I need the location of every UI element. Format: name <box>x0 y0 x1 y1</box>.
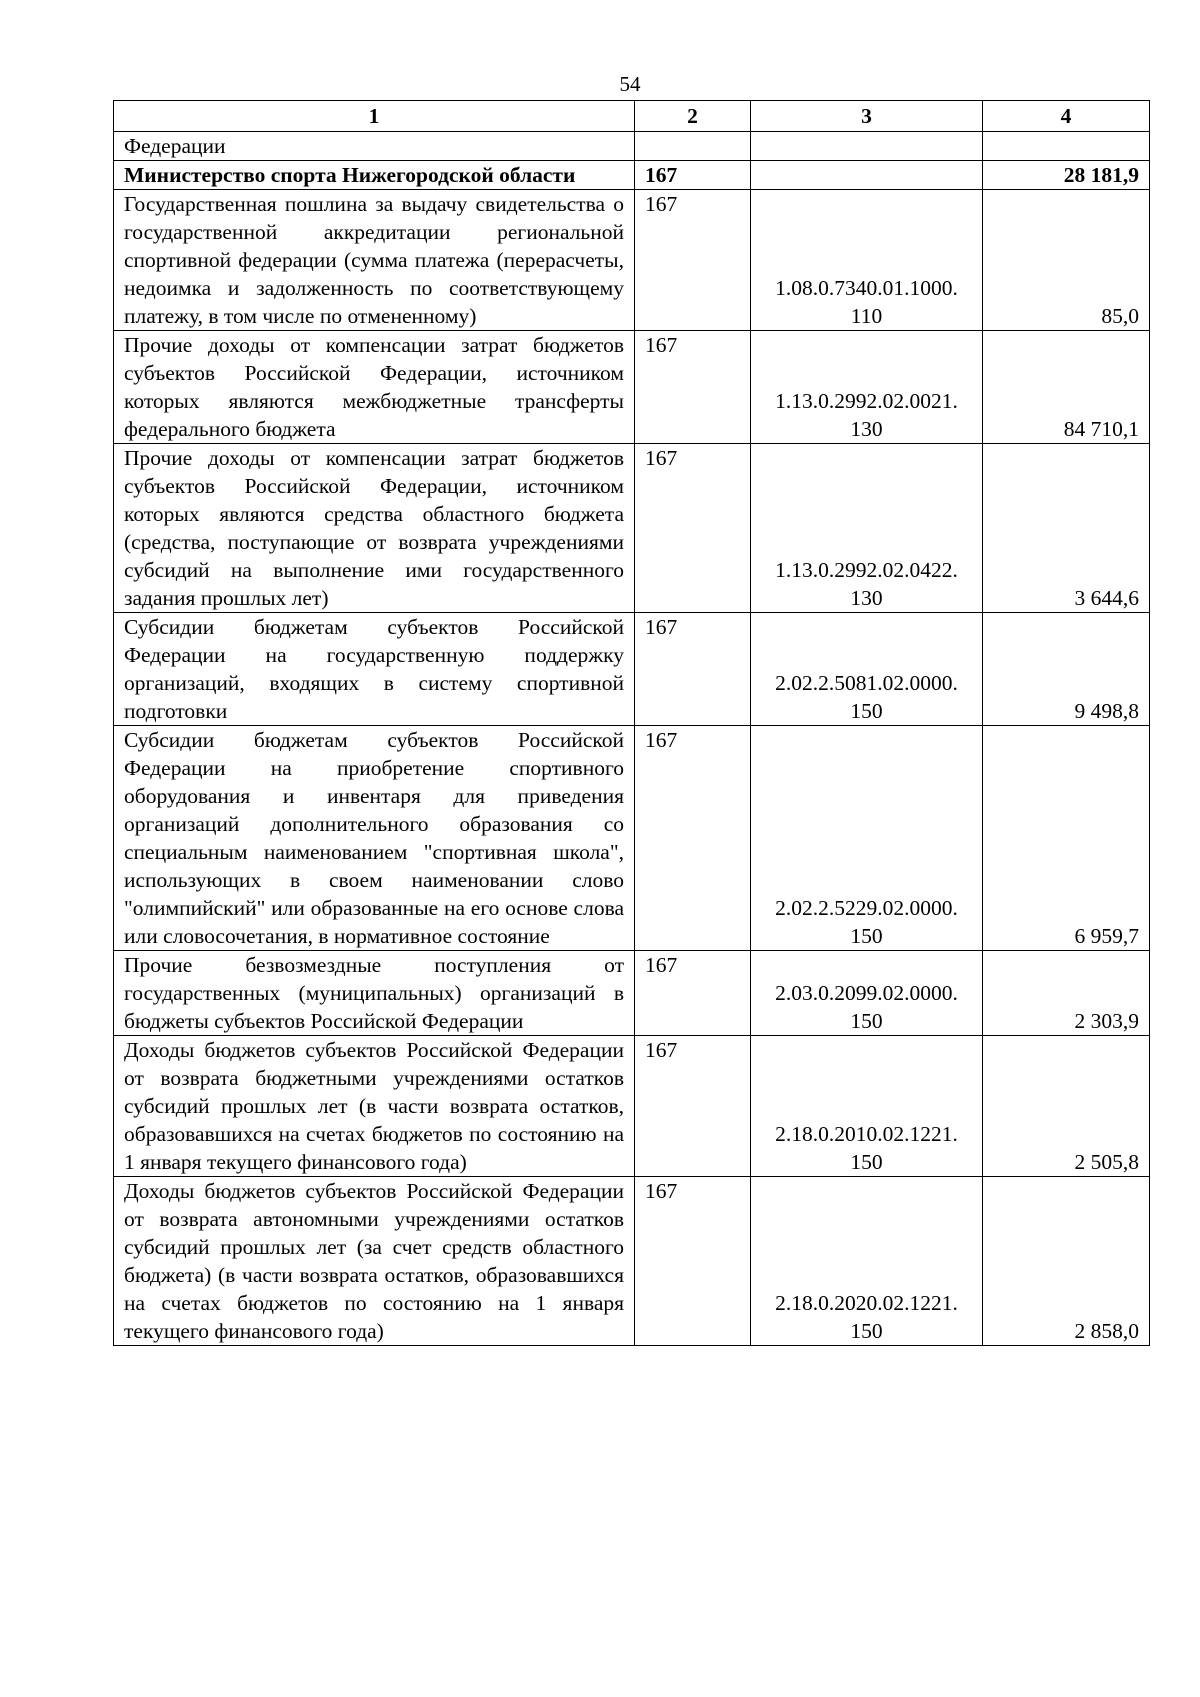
ministry-row <box>114 161 1150 190</box>
table-row <box>114 190 1150 331</box>
continuation-text: Федерации <box>114 132 635 161</box>
amount: 2 858,0 <box>983 1177 1150 1346</box>
ministry-name: Министерство спорта Нижегородской области <box>114 161 635 190</box>
income-name: Субсидии бюджетам субъектов Российской Федерации на приобретение спортивного оборудования и инвентаря для приведения организаций дополнительного образования со специальным наименованием "спортивная школа", использующих в своем наименовании слово "олимпийский" или образованные на его основе слова или словосочетания, в нормативное состояние <box>114 726 635 951</box>
admin-code: 167 <box>635 1036 751 1177</box>
income-name: Государственная пошлина за выдачу свидетельства о государственной аккредитации региональной спортивной федерации (сумма платежа (перерасчеты, недоимка и задолженность по соответствующему платежу, в том числе по отмененному) <box>114 190 635 331</box>
kbk-code: 1.08.0.7340.01.1000. 110 <box>751 190 983 331</box>
amount: 84 710,1 <box>983 331 1150 444</box>
kbk-code: 1.13.0.2992.02.0422. 130 <box>751 444 983 613</box>
header-row <box>114 101 1150 132</box>
admin-code: 167 <box>635 444 751 613</box>
table-row <box>114 331 1150 444</box>
table-row <box>114 1177 1150 1346</box>
table-row <box>114 951 1150 1036</box>
amount: 85,0 <box>983 190 1150 331</box>
amount: 2 505,8 <box>983 1036 1150 1177</box>
admin-code: 167 <box>635 951 751 1036</box>
income-name: Прочие доходы от компенсации затрат бюджетов субъектов Российской Федерации, источником которых являются средства областного бюджета (средства, поступающие от возврата учреждениями субсидий на выполнение ими государственного задания прошлых лет) <box>114 444 635 613</box>
amount: 3 644,6 <box>983 444 1150 613</box>
admin-code: 167 <box>635 190 751 331</box>
kbk-code: 1.13.0.2992.02.0021. 130 <box>751 331 983 444</box>
kbk-code: 2.18.0.2010.02.1221. 150 <box>751 1036 983 1177</box>
column-header-2: 2 <box>635 101 751 132</box>
kbk-code: 2.02.2.5081.02.0000. 150 <box>751 613 983 726</box>
revenue-table <box>113 100 1150 1346</box>
income-name: Доходы бюджетов субъектов Российской Федерации от возврата бюджетными учреждениями остатков субсидий прошлых лет (в части возврата остатков, образовавшихся на счетах бюджетов по состоянию на 1 января текущего финансового года) <box>114 1036 635 1177</box>
continuation-row <box>114 132 1150 161</box>
amount: 6 959,7 <box>983 726 1150 951</box>
table-row <box>114 1036 1150 1177</box>
table-row <box>114 613 1150 726</box>
ministry-code: 167 <box>635 161 751 190</box>
ministry-amount: 28 181,9 <box>983 161 1150 190</box>
kbk-code: 2.18.0.2020.02.1221. 150 <box>751 1177 983 1346</box>
column-header-3: 3 <box>751 101 983 132</box>
admin-code: 167 <box>635 613 751 726</box>
admin-code: 167 <box>635 1177 751 1346</box>
kbk-code: 2.02.2.5229.02.0000. 150 <box>751 726 983 951</box>
column-header-4: 4 <box>983 101 1150 132</box>
page-number: 54 <box>619 72 641 96</box>
admin-code: 167 <box>635 331 751 444</box>
admin-code: 167 <box>635 726 751 951</box>
table-row <box>114 726 1150 951</box>
ministry-kbk <box>751 161 983 190</box>
income-name: Субсидии бюджетам субъектов Российской Федерации на государственную поддержку организаций, входящих в систему спортивной подготовки <box>114 613 635 726</box>
amount: 9 498,8 <box>983 613 1150 726</box>
amount: 2 303,9 <box>983 951 1150 1036</box>
kbk-code: 2.03.0.2099.02.0000. 150 <box>751 951 983 1036</box>
income-name: Прочие безвозмездные поступления от государственных (муниципальных) организаций в бюджеты субъектов Российской Федерации <box>114 951 635 1036</box>
income-name: Прочие доходы от компенсации затрат бюджетов субъектов Российской Федерации, источником которых являются межбюджетные трансферты федерального бюджета <box>114 331 635 444</box>
table-row <box>114 444 1150 613</box>
column-header-1: 1 <box>114 101 635 132</box>
income-name: Доходы бюджетов субъектов Российской Федерации от возврата автономными учреждениями остатков субсидий прошлых лет (за счет средств областного бюджета) (в части возврата остатков, образовавшихся на счетах бюджетов по состоянию на 1 января текущего финансового года) <box>114 1177 635 1346</box>
